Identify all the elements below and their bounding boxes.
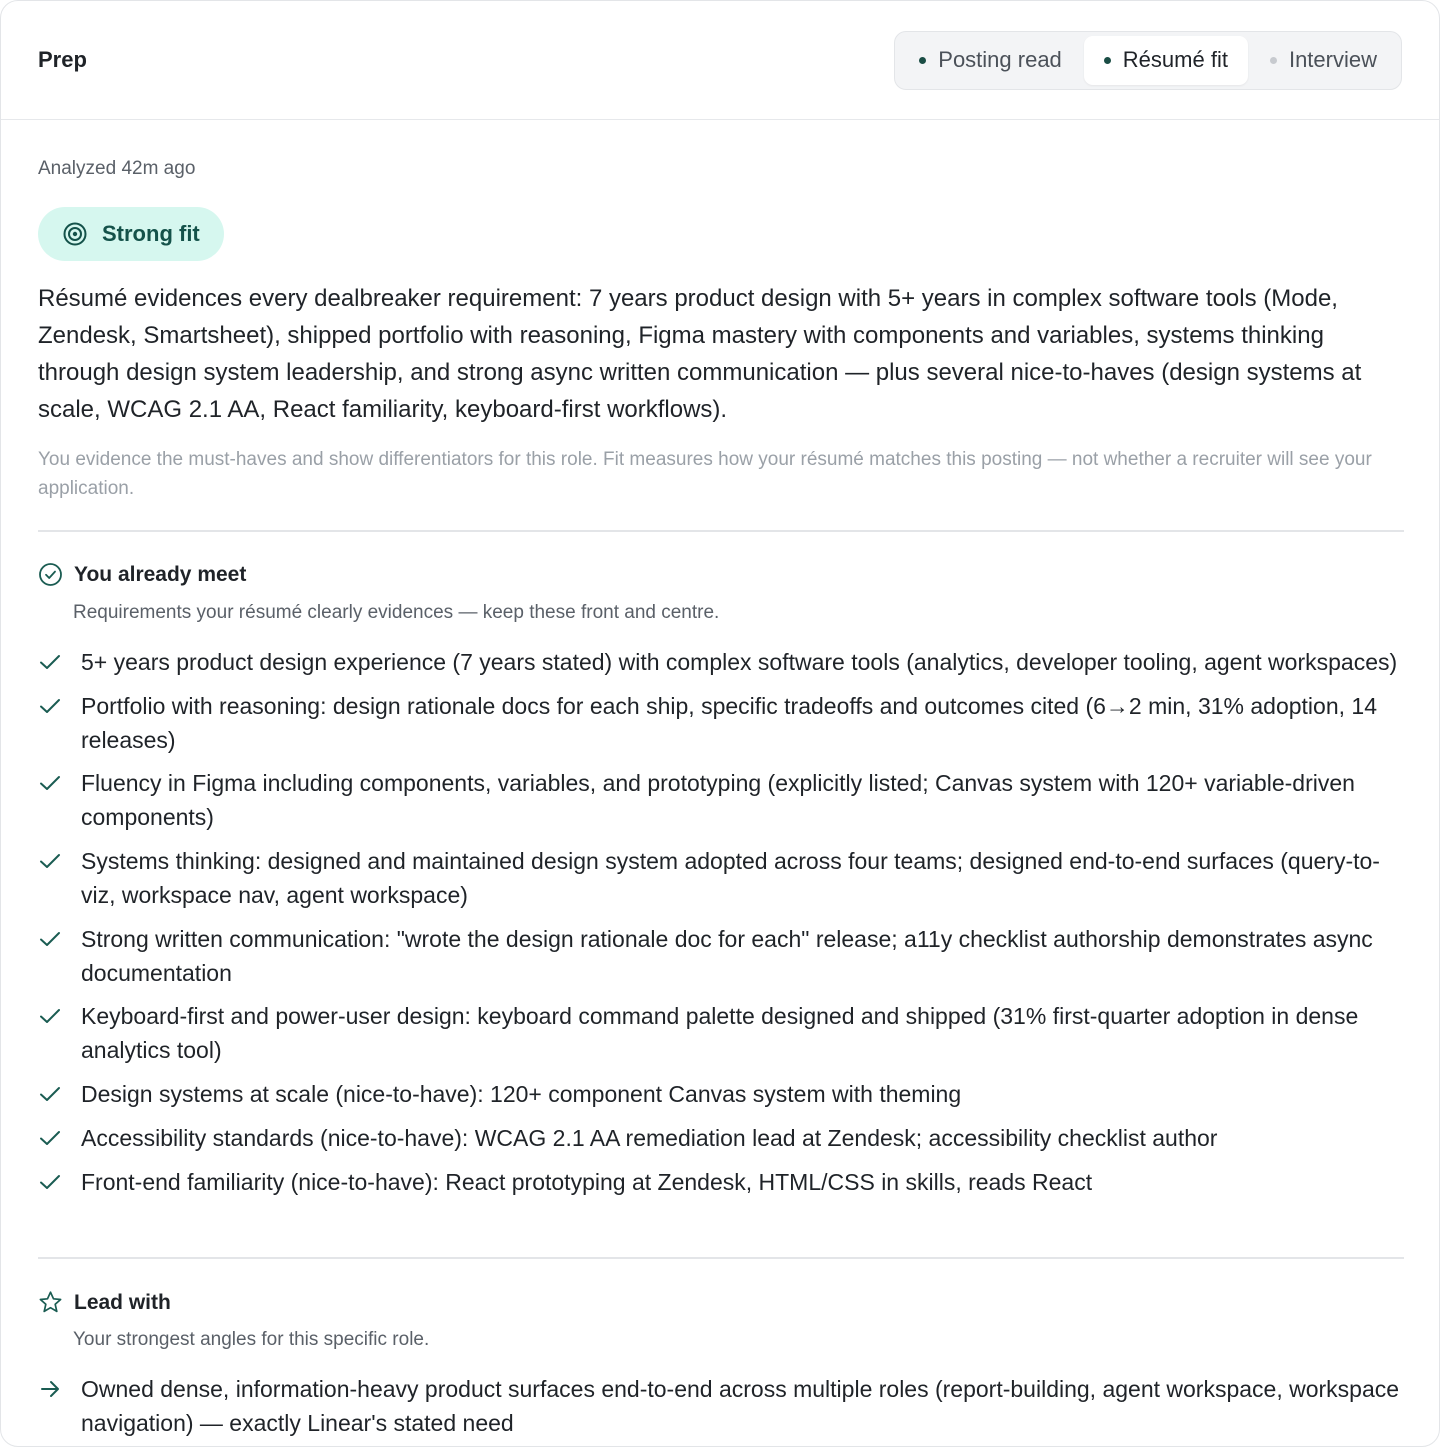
progress-tabs (894, 31, 1402, 90)
item-text: Keyboard-first and power-user design: keyboard command palette designed and shipped (31% first-quarter adoption in dense analytics tool) (81, 1003, 1359, 1063)
item-text: Owned dense, information-heavy product surfaces end-to-end across multiple roles (report-building, agent workspace, workspace navigation) — exactly Linear's stated need (81, 1376, 1400, 1436)
tab-label: Posting read (938, 47, 1062, 72)
status-dot-icon (1270, 57, 1277, 64)
tab-posting-read[interactable] (899, 36, 1082, 85)
check-icon (38, 849, 62, 873)
list-item (38, 1121, 1400, 1155)
status-dot-icon (1104, 57, 1111, 64)
already-meet-subtitle: Requirements your résumé clearly evidences — keep these front and centre. (73, 602, 720, 623)
item-text: Accessibility standards (nice-to-have): WCAG 2.1 AA remediation lead at Zendesk; accessibility checklist author (81, 1125, 1218, 1151)
list-item (38, 1372, 1400, 1440)
item-text: Front-end familiarity (nice-to-have): React prototyping at Zendesk, HTML/CSS in skills, reads React (81, 1169, 1093, 1195)
item-text: Portfolio with reasoning: design rationale docs for each ship, specific tradeoffs and outcomes cited (6→2 min, 31% adoption, 14 releases) (81, 693, 1377, 753)
target-icon (62, 221, 88, 247)
check-icon (38, 927, 62, 951)
star-icon (38, 1290, 63, 1315)
item-text: Systems thinking: designed and maintained design system adopted across four teams; designed end-to-end surfaces (query-to-viz, workspace nav, agent workspace) (81, 848, 1380, 908)
check-icon (38, 1082, 62, 1106)
panel-title: Prep (38, 47, 87, 72)
lead-with-list (38, 1372, 1400, 1440)
section-title: Lead with (74, 1290, 171, 1314)
item-text: 5+ years product design experience (7 years stated) with complex software tools (analytics, developer tooling, agent workspaces) (81, 649, 1398, 675)
tab-label: Résumé fit (1122, 47, 1228, 72)
fit-note: You evidence the must-haves and show differentiators for this role. Fit measures how your résumé matches this posting — not whether a recruiter will see your application. (38, 449, 1372, 499)
divider (38, 1257, 1404, 1259)
list-item (38, 1165, 1400, 1199)
panel-header (1, 1, 1439, 120)
check-icon (38, 771, 62, 795)
check-icon (38, 1004, 62, 1028)
fit-badge (38, 207, 224, 261)
tab-resume-fit[interactable] (1084, 36, 1248, 85)
lead-with-heading (38, 1290, 171, 1315)
item-text: Fluency in Figma including components, variables, and prototyping (explicitly listed; Canvas system with 120+ variable-driven components) (81, 770, 1355, 830)
lead-with-subtitle: Your strongest angles for this specific role. (73, 1329, 430, 1350)
check-icon (38, 1170, 62, 1194)
list-item (38, 645, 1400, 679)
item-text: Strong written communication: "wrote the design rationale doc for each" release; a11y checklist authorship demonstrates async documentation (81, 926, 1373, 986)
already-meet-heading (38, 562, 246, 587)
check-icon (38, 1126, 62, 1150)
list-item (38, 922, 1400, 990)
check-circle-icon (38, 562, 63, 587)
status-dot-icon (919, 57, 926, 64)
analyzed-timestamp: Analyzed 42m ago (38, 158, 196, 179)
list-item (38, 1077, 1400, 1111)
arrow-right-icon (38, 1377, 62, 1401)
item-text: Design systems at scale (nice-to-have): 120+ component Canvas system with theming (81, 1081, 962, 1107)
section-title: You already meet (74, 562, 247, 586)
tab-interview[interactable] (1250, 36, 1397, 85)
list-item (38, 999, 1400, 1067)
list-item (38, 689, 1400, 757)
check-icon (38, 650, 62, 674)
fit-summary: Résumé evidences every dealbreaker requirement: 7 years product design with 5+ years in complex software tools (Mode, Zendesk, Smartsheet), shipped portfolio with reasoning, Figma mastery with components and variables, systems thinking through design system leadership, and strong async written communication — plus several nice-to-haves (design systems at scale, WCAG 2.1 AA, React familiarity, keyboard-first workflows). (38, 285, 1362, 423)
already-meet-list (38, 645, 1400, 1199)
tab-label: Interview (1288, 47, 1377, 72)
list-item (38, 844, 1400, 912)
list-item (38, 766, 1400, 834)
divider (38, 530, 1404, 532)
check-icon (38, 694, 62, 718)
fit-label: Strong fit (102, 221, 200, 246)
